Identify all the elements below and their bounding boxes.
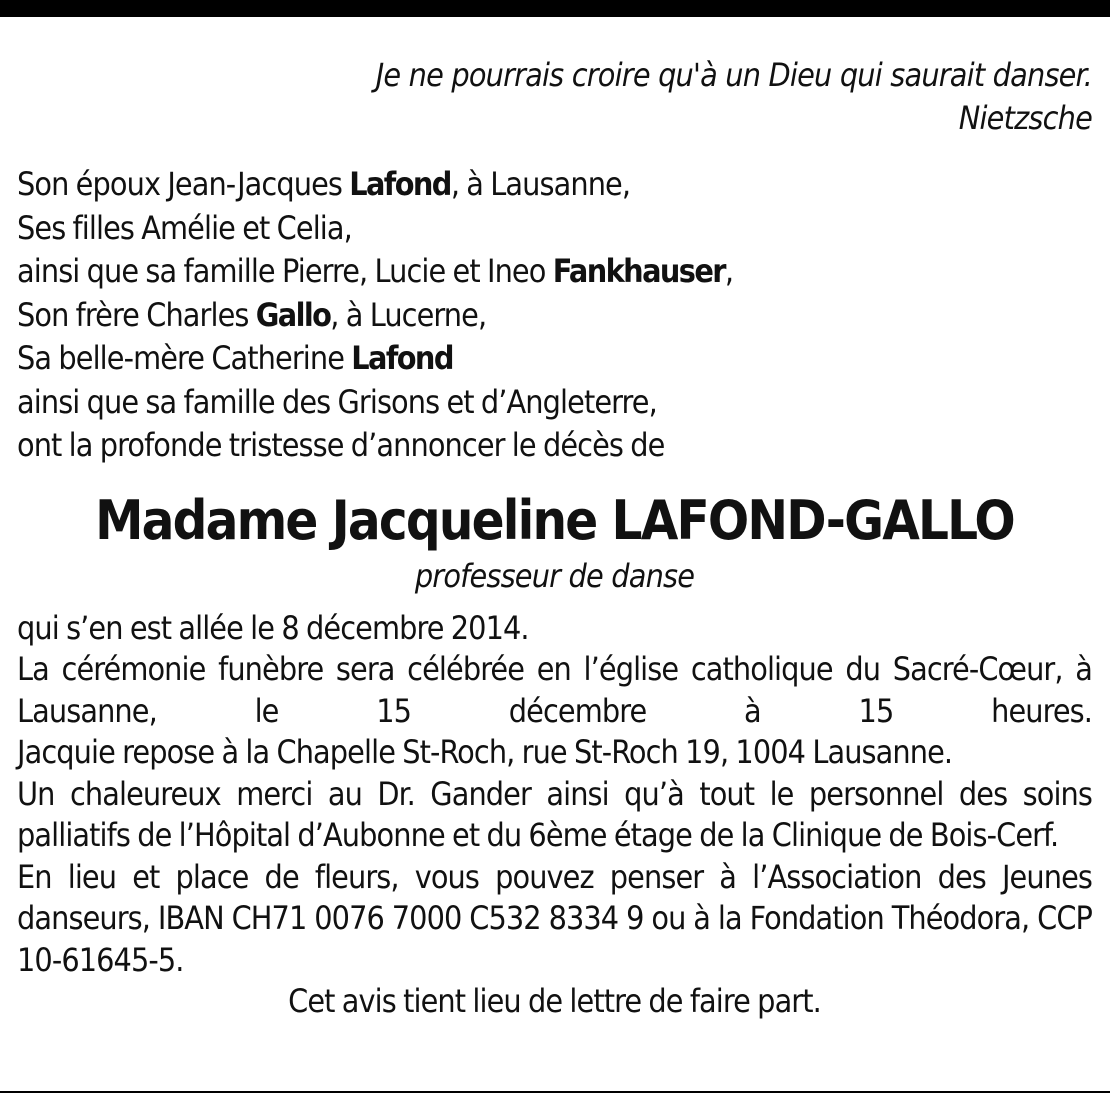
family-surname: Gallo: [255, 295, 331, 334]
obituary-notice: [17, 54, 1092, 1022]
family-line-text: Sa belle-mère Catherine: [17, 339, 352, 377]
ceremony-details: La cérémonie funèbre sera célébrée en l’église catholique du Sacré-Cœur, à Lausanne, le 15 décembre à 15 heures.: [17, 650, 1092, 730]
family-line-text: , à Lausanne,: [450, 165, 631, 203]
family-line-spouse: [17, 163, 1092, 207]
family-list: [17, 163, 1092, 468]
family-surname: Fankhauser: [552, 252, 725, 290]
epigraph-author: Nietzsche: [958, 99, 1092, 137]
deceased-profession: professeur de danse: [414, 556, 695, 595]
donation-paragraph: En lieu et place de fleurs, vous pouvez penser à l’Association des Jeunes danseurs, IBAN CH71 0076 7000 C532 8334 9 ou à la Fondation Théodora, CCP 10-61645-5.: [17, 857, 1092, 979]
family-line-extended: ainsi que sa famille des Grisons et d’Angleterre,: [17, 382, 657, 421]
repose-location: Jacquie repose à la Chapelle St-Roch, rue St-Roch 19, 1004 Lausanne.: [17, 733, 953, 771]
family-line-announcement: ont la profonde tristesse d’annoncer le décès de: [17, 426, 665, 464]
family-line-text: ,: [724, 252, 734, 290]
passing-date: qui s’en est allée le 8 décembre 2014.: [17, 608, 529, 647]
family-line-text: Son époux Jean-Jacques: [17, 165, 350, 203]
family-line-text: ainsi que sa famille Pierre, Lucie et Ineo: [17, 252, 553, 290]
epigraph: [17, 54, 1092, 140]
family-surname: Lafond: [351, 339, 453, 377]
family-line-mother-in-law: [17, 337, 1092, 381]
family-line-relatives: [17, 250, 1092, 294]
epigraph-quote: Je ne pourrais croire qu'à un Dieu qui saurait danser.: [375, 56, 1092, 94]
bottom-border-rule: [0, 1091, 1110, 1093]
thanks-paragraph: Un chaleureux merci au Dr. Gander ainsi qu’à tout le personnel des soins palliatifs de l’Hôpital d’Aubonne et du 6ème étage de la Clinique de Bois-Cerf.: [17, 774, 1092, 854]
family-line-daughters: Ses filles Amélie et Celia,: [17, 208, 352, 247]
family-line-brother: [17, 294, 1092, 338]
closing-line: Cet avis tient lieu de lettre de faire part.: [288, 982, 821, 1020]
family-surname: Lafond: [349, 165, 451, 203]
family-line-text: , à Lucerne,: [330, 295, 487, 334]
top-border-rule: [0, 0, 1110, 17]
family-line-text: Son frère Charles: [17, 295, 256, 334]
deceased-name: Madame Jacqueline LAFOND-GALLO: [95, 488, 1014, 552]
notice-body: [17, 608, 1092, 1023]
